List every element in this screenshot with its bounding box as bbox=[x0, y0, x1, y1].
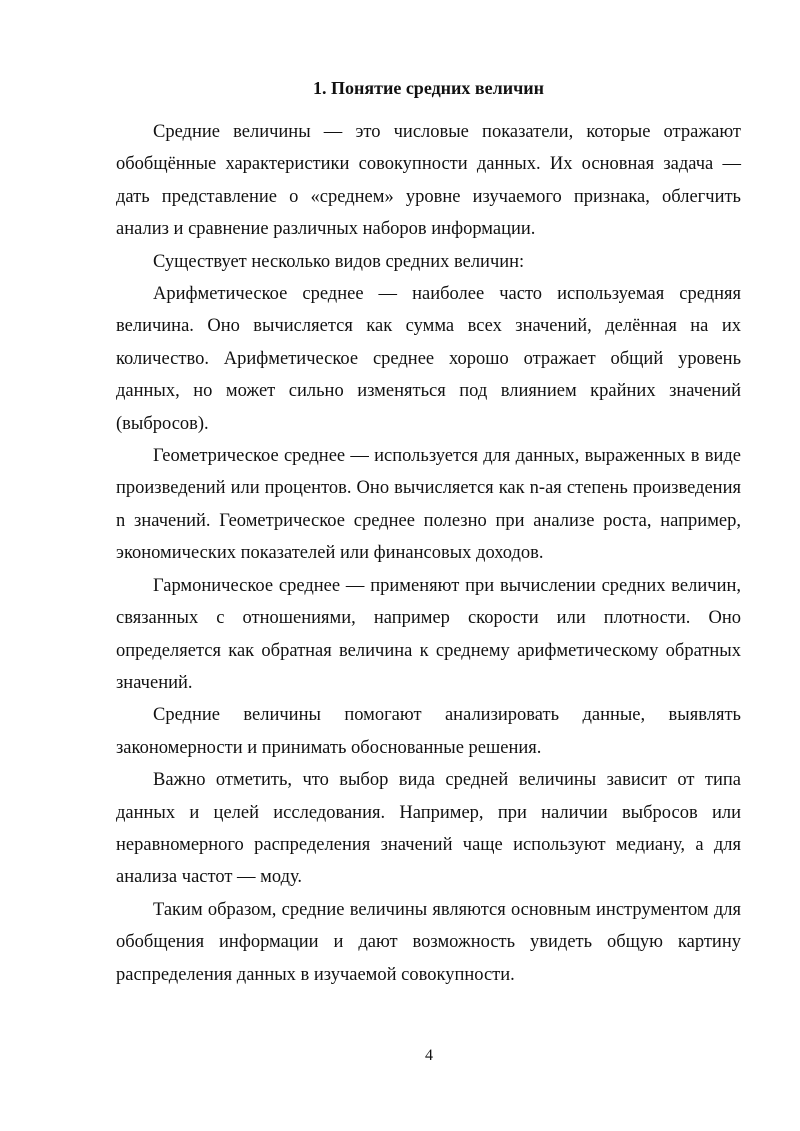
paragraph-purpose: Средние величины помогают анализировать данные, выявлять закономерности и принимать обоснованные решения. bbox=[116, 705, 741, 758]
paragraph-definition: Средние величины — это числовые показатели, которые отражают обобщённые характеристики совокупности данных. Их основная задача — дать представление о «среднем» уровне изучаемого признака, облегчить анализ и сравнение различных наборов информации. bbox=[116, 122, 741, 240]
paragraph-geometric-mean: Геометрическое среднее — используется для данных, выраженных в виде произведений или процентов. Оно вычисляется как n-ая степень произведения n значений. Геометрическое среднее полезно при анализе роста, например, экономических показателей или финансовых доходов. bbox=[116, 446, 741, 564]
paragraph-harmonic-mean: Гармоническое среднее — применяют при вычислении средних величин, связанных с отношениями, например скорости или плотности. Оно определяется как обратная величина к среднему арифметическому обратных значений. bbox=[116, 575, 741, 693]
section-heading: 1. Понятие средних величин bbox=[313, 78, 544, 98]
paragraph-arithmetic-mean: Арифметическое среднее — наиболее часто используемая средняя величина. Оно вычисляется как сумма всех значений, делённая на их количество. Арифметическое среднее хорошо отражает общий уровень данных, но может сильно изменяться под влиянием крайних значений (выбросов). bbox=[116, 284, 741, 434]
paragraph-conclusion: Таким образом, средние величины являются основным инструментом для обобщения информации и дают возможность увидеть общую картину распределения данных в изучаемой совокупности. bbox=[116, 899, 741, 985]
paragraph-choice: Важно отметить, что выбор вида средней величины зависит от типа данных и целей исследования. Например, при наличии выбросов или неравномерного распределения значений чаще используют медиану, а для анализа частот — моду. bbox=[116, 770, 741, 888]
page-number: 4 bbox=[425, 1047, 433, 1064]
document-body bbox=[116, 116, 741, 991]
paragraph-types-intro: Существует несколько видов средних величин: bbox=[153, 251, 525, 272]
